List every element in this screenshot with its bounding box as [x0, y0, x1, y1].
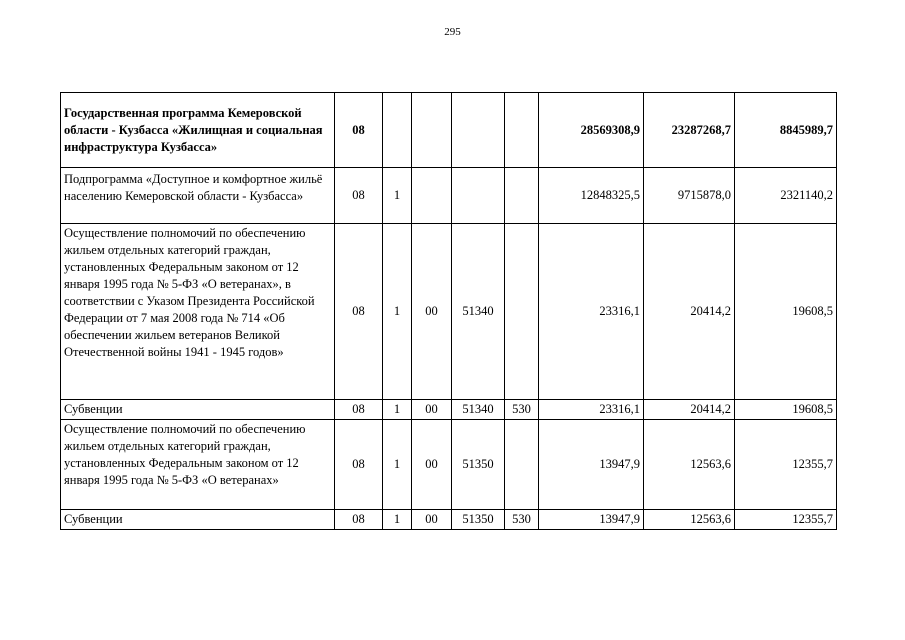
year3-cell: 8845989,7: [735, 93, 837, 168]
budget-table: [60, 92, 837, 530]
subprogram-cell: 00: [412, 510, 452, 530]
year2-cell: 23287268,7: [644, 93, 735, 168]
program-cell: 1: [383, 224, 412, 400]
subprogram-cell: [412, 168, 452, 224]
year2-cell: 12563,6: [644, 510, 735, 530]
section-cell: 08: [335, 93, 383, 168]
expense-type-cell: 530: [505, 400, 539, 420]
direction-cell: 51340: [452, 400, 505, 420]
table-row: [61, 224, 837, 400]
expense-type-cell: 530: [505, 510, 539, 530]
row-name-cell: Субвенции: [61, 400, 335, 420]
year3-cell: 12355,7: [735, 510, 837, 530]
subprogram-cell: 00: [412, 420, 452, 510]
section-cell: 08: [335, 510, 383, 530]
program-cell: 1: [383, 420, 412, 510]
year1-cell: 13947,9: [539, 510, 644, 530]
year2-cell: 20414,2: [644, 224, 735, 400]
page-number: 295: [444, 26, 461, 38]
program-cell: 1: [383, 168, 412, 224]
direction-cell: [452, 168, 505, 224]
direction-cell: 51350: [452, 420, 505, 510]
year2-cell: 12563,6: [644, 420, 735, 510]
expense-type-cell: [505, 168, 539, 224]
year3-cell: 19608,5: [735, 400, 837, 420]
year2-cell: 20414,2: [644, 400, 735, 420]
expense-type-cell: [505, 420, 539, 510]
program-cell: 1: [383, 400, 412, 420]
year1-cell: 12848325,5: [539, 168, 644, 224]
program-cell: 1: [383, 510, 412, 530]
row-name-cell: Осуществление полномочий по обеспечению жильем отдельных категорий граждан, установленных Федеральным законом от 12 января 1995 года № 5-ФЗ «О ветеранах», в соответствии с Указом Президента Российской Федерации от 7 мая 2008 года № 714 «Об обеспечении жильем ветеранов Великой Отечественной войны 1941 - 1945 годов»: [61, 224, 335, 400]
row-name-cell: Государственная программа Кемеровской области - Кузбасса «Жилищная и социальная инфраструктура Кузбасса»: [61, 93, 335, 168]
year1-cell: 28569308,9: [539, 93, 644, 168]
section-cell: 08: [335, 420, 383, 510]
subprogram-cell: 00: [412, 400, 452, 420]
table-row: [61, 93, 837, 168]
table-row: [61, 510, 837, 530]
section-cell: 08: [335, 224, 383, 400]
section-cell: 08: [335, 168, 383, 224]
year1-cell: 13947,9: [539, 420, 644, 510]
table-row: [61, 168, 837, 224]
direction-cell: 51350: [452, 510, 505, 530]
section-cell: 08: [335, 400, 383, 420]
year3-cell: 2321140,2: [735, 168, 837, 224]
expense-type-cell: [505, 93, 539, 168]
direction-cell: 51340: [452, 224, 505, 400]
row-name-cell: Подпрограмма «Доступное и комфортное жильё населению Кемеровской области - Кузбасса»: [61, 168, 335, 224]
direction-cell: [452, 93, 505, 168]
table-row: [61, 420, 837, 510]
expense-type-cell: [505, 224, 539, 400]
table-row: [61, 400, 837, 420]
year1-cell: 23316,1: [539, 224, 644, 400]
subprogram-cell: [412, 93, 452, 168]
year2-cell: 9715878,0: [644, 168, 735, 224]
year3-cell: 19608,5: [735, 224, 837, 400]
row-name-cell: Осуществление полномочий по обеспечению жильем отдельных категорий граждан, установленных Федеральным законом от 12 января 1995 года № 5-ФЗ «О ветеранах»: [61, 420, 335, 510]
program-cell: [383, 93, 412, 168]
subprogram-cell: 00: [412, 224, 452, 400]
row-name-cell: Субвенции: [61, 510, 335, 530]
year1-cell: 23316,1: [539, 400, 644, 420]
year3-cell: 12355,7: [735, 420, 837, 510]
